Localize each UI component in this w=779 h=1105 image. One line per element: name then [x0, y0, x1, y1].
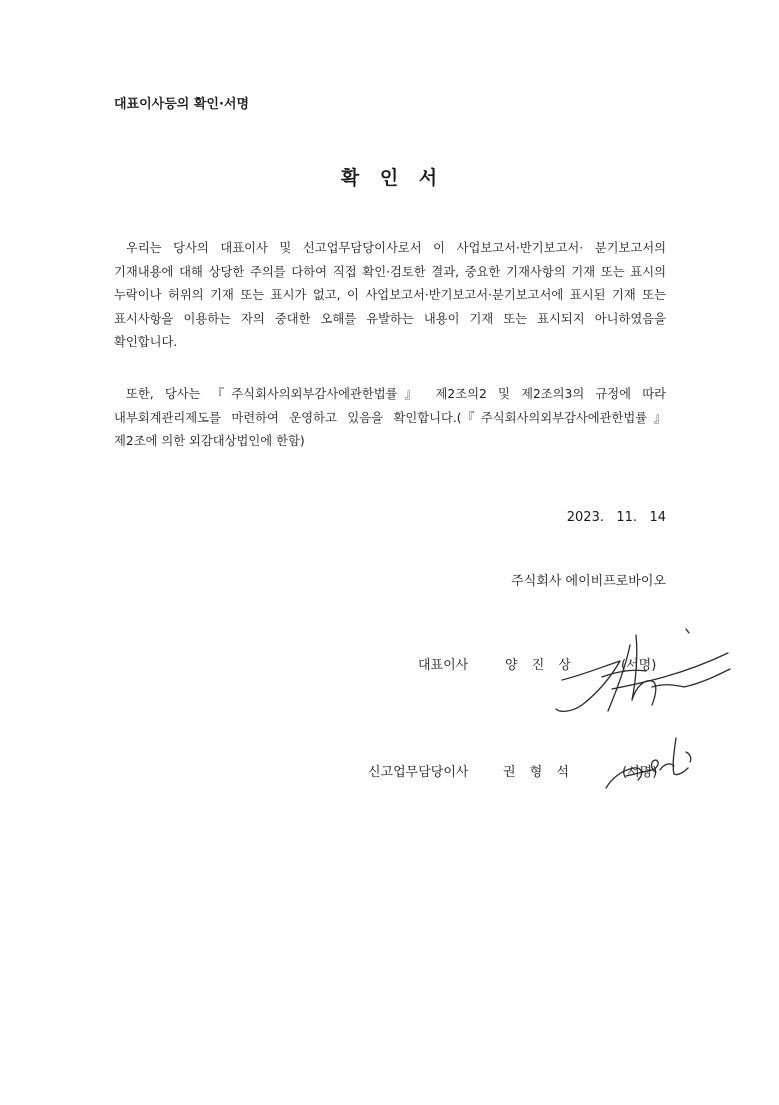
section-heading: 대표이사등의 확인·서명: [114, 97, 250, 112]
confirmation-paragraph: 우리는 당사의 대표이사 및 신고업무담당이사로서 이 사업보고서·반기보고서· 분기보고서의 기재내용에 대해 상당한 주의를 다하여 직접 확인·검토한 결과, 중요한 기재사항의 기재 또는 표시의 누락이나 허위의 기재 또는 표시가 없고, 이 사업보고서·반기보고서·분기보고서에 표시된 기재 또는 표시사항을 이용하는 자의 중대한 오해를 유발하는 내용이 기재 또는 표시되지 아니하였음을 확인합니다.: [114, 241, 666, 349]
internal-control-paragraph: 또한, 당사는 『주식회사의외부감사에관한법률』 제2조의2 및 제2조의3의 규정에 따라 내부회계관리제도를 마련하여 운영하고 있음을 확인합니다.(『주식회사의외부감사에관한법률』 제2조에 의한 외감대상법인에 한함): [114, 387, 666, 448]
document-date: 2023. 11. 14: [566, 510, 666, 525]
ceo-name: 양 진 상: [505, 658, 576, 673]
ceo-signature-label: (서명): [621, 658, 657, 673]
reporting-officer-role-label: 신고업무담당이사: [368, 765, 469, 780]
document-title: 확 인 서: [340, 167, 439, 189]
reporting-officer-handwritten-signature: [600, 732, 700, 792]
ceo-handwritten-signature: [552, 625, 732, 720]
reporting-officer-name: 권 형 석: [503, 765, 574, 780]
reporting-officer-signature-label: (서명): [622, 765, 658, 780]
company-name: 주식회사 에이비프로바이오: [511, 574, 666, 589]
ceo-role-label: 대표이사: [418, 658, 469, 673]
